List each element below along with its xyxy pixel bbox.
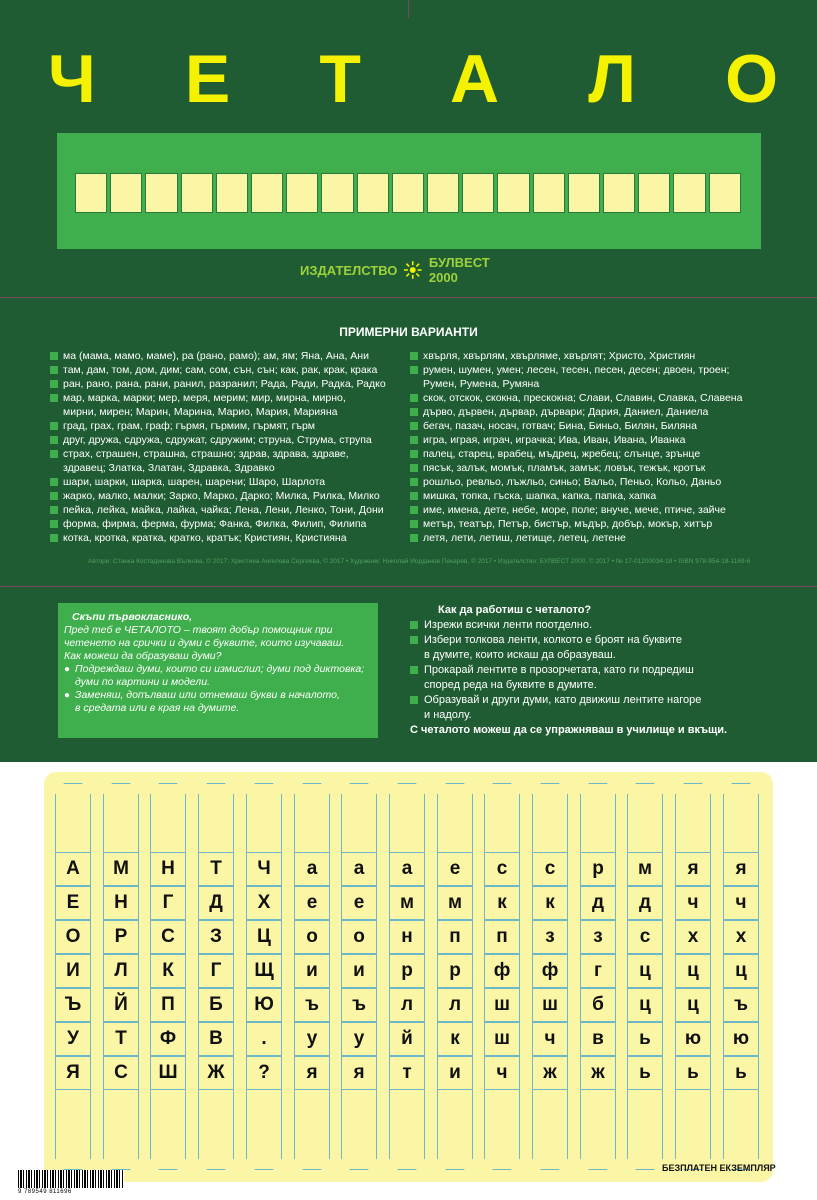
title-letter: Е — [184, 41, 231, 117]
example-line: хвърля, хвърлям, хвърляме, хвърлят; Христо, Християн — [410, 349, 780, 363]
strip-letter: ь — [627, 1022, 663, 1056]
strip-letter: и — [294, 954, 330, 988]
strip-letter: ф — [484, 954, 520, 988]
strip-letter: Ц — [246, 920, 282, 954]
strip-letter: П — [150, 988, 186, 1022]
window-cell — [497, 173, 529, 213]
strip-letter: т — [389, 1056, 425, 1090]
strip-letter: ? — [246, 1056, 282, 1090]
window-cell — [533, 173, 565, 213]
fold-mark — [408, 0, 409, 18]
free-copy-label: БЕЗПЛАТЕН ЕКЗЕМПЛЯР — [662, 1163, 776, 1173]
strip-letter: Н — [150, 852, 186, 886]
strip-letter: ш — [532, 988, 568, 1022]
strip-letter: г — [580, 954, 616, 988]
strip-letter: ц — [627, 988, 663, 1022]
strip-letter: Б — [198, 988, 234, 1022]
note-title: Скъпи първокласнико, — [72, 611, 193, 623]
strip-letter: з — [580, 920, 616, 954]
strip-letter: м — [389, 886, 425, 920]
strip-letter: я — [675, 852, 711, 886]
examples-right-column — [410, 349, 780, 545]
strip-letter: Ж — [198, 1056, 234, 1090]
strip-letter: Н — [103, 886, 139, 920]
window-cell — [145, 173, 177, 213]
strip-letter: п — [437, 920, 473, 954]
example-line: град, грах, грам, граф; гърмя, гърмим, гърмят, гърм — [50, 419, 400, 433]
strip-letter: о — [294, 920, 330, 954]
howto-item: и надолу. — [424, 709, 472, 721]
publisher-name-right: БУЛВЕСТ 2000 — [428, 255, 490, 285]
strip-letter: ж — [580, 1056, 616, 1090]
strip-letter: к — [484, 886, 520, 920]
strip-letter: М — [103, 852, 139, 886]
example-line: рошльо, ревльо, лъжльо, синьо; Вальо, Пеньо, Кольо, Даньо — [410, 475, 780, 489]
window-cell — [357, 173, 389, 213]
howto-item: Изрежи всички ленти поотделно. — [410, 618, 780, 633]
strip-letter: Г — [150, 886, 186, 920]
strip-letter: е — [294, 886, 330, 920]
strip-letter: Ш — [150, 1056, 186, 1090]
strip-letter: я — [341, 1056, 377, 1090]
strip-letter: Й — [103, 988, 139, 1022]
strip-letter: ж — [532, 1056, 568, 1090]
strip-letter: д — [627, 886, 663, 920]
note-box — [58, 603, 378, 738]
howto-title: Как да работиш с четалото? — [438, 604, 592, 616]
note-bullet: ● Подреждаш думи, които си измислил; думи под диктовка; думи по картини и модели. — [64, 663, 370, 689]
strip-letter: п — [484, 920, 520, 954]
window-cell — [216, 173, 248, 213]
strip-letter: а — [294, 852, 330, 886]
strip-letter: р — [389, 954, 425, 988]
strip-letter: р — [437, 954, 473, 988]
strip-letter: м — [437, 886, 473, 920]
example-line: шари, шарки, шарка, шарен, шарени; Шаро, Шарлота — [50, 475, 400, 489]
howto-item: в думите, които искаш да образуваш. — [424, 649, 616, 661]
example-line: ран, рано, рана, рани, ранил, разранил; Рада, Ради, Радка, Радко — [50, 377, 400, 391]
strip-letter: а — [341, 852, 377, 886]
strip-letter: к — [437, 1022, 473, 1056]
howto-item: Прокарай лентите в прозорчетата, като ги подредиш — [410, 663, 780, 678]
examples-left-column — [50, 349, 400, 545]
example-line: здравец; Златка, Златан, Здравка, Здравко — [63, 462, 275, 474]
window-cell — [603, 173, 635, 213]
note-line: четенето на срички и думи с буквите, които изучаваш. — [64, 637, 345, 649]
strip-letter: Ч — [246, 852, 282, 886]
window-cell — [427, 173, 459, 213]
window-cell — [181, 173, 213, 213]
howto-item: според реда на буквите в думите. — [424, 679, 597, 691]
strip-letter: А — [55, 852, 91, 886]
example-line: румен, шумен, умен; лесен, тесен, песен, десен; двоен, троен; — [410, 363, 780, 377]
window-cell — [568, 173, 600, 213]
strip-letter: я — [294, 1056, 330, 1090]
strip-letter: Я — [55, 1056, 91, 1090]
title-letter: Т — [319, 41, 361, 117]
strip-letter: ц — [627, 954, 663, 988]
strip-letter: у — [294, 1022, 330, 1056]
window-cell — [321, 173, 353, 213]
strip-letter: а — [389, 852, 425, 886]
publisher-logo — [300, 255, 520, 285]
sun-logo-icon — [403, 260, 423, 280]
strip-letter: ь — [723, 1056, 759, 1090]
window-cell — [75, 173, 107, 213]
strip-letter: к — [532, 886, 568, 920]
howto-footer: С четалото можеш да се упражняваш в училище и вкъщи. — [410, 724, 728, 736]
strip-letter: н — [389, 920, 425, 954]
strip-letter: О — [55, 920, 91, 954]
strip-letter: ь — [627, 1056, 663, 1090]
example-line: метър, театър, Петър, бистър, мъдър, добър, мокър, хитър — [410, 517, 780, 531]
example-line: скок, отскок, скокна, прескокна; Слави, Славин, Славка, Славена — [410, 391, 780, 405]
window-cell — [251, 173, 283, 213]
example-line: жарко, малко, малки; Зарко, Марко, Дарко; Милка, Рилка, Милко — [50, 489, 400, 503]
strip-letter: м — [627, 852, 663, 886]
strip-letter: ю — [723, 1022, 759, 1056]
strip-letter: о — [341, 920, 377, 954]
example-line: пейка, лейка, майка, лайка, чайка; Лена, Лени, Ленко, Тони, Дони — [50, 503, 400, 517]
window-cell — [638, 173, 670, 213]
strip-letter: Е — [55, 886, 91, 920]
example-line: палец, старец, врабец, мъдрец, жребец; слънце, зрънце — [410, 447, 780, 461]
strip-letter: ч — [675, 886, 711, 920]
strip-letter: С — [150, 920, 186, 954]
strip-letter: В — [198, 1022, 234, 1056]
strip-letter: Т — [103, 1022, 139, 1056]
strip-letter: Х — [246, 886, 282, 920]
strip-letter: з — [532, 920, 568, 954]
strip-letter: и — [437, 1056, 473, 1090]
strip-letter: в — [580, 1022, 616, 1056]
publisher-name-left: ИЗДАТЕЛСТВО — [300, 262, 398, 278]
credits-line: Автори: Станка Костадинова Вълкова, © 2017; Христина Ангелова Сергеева, © 2017 • Художник: Николай Йорданов Пекарев, © 2017 • Издателство: БУЛВЕСТ 2000, © 2017 • № 17-01200034-18 • ISBN 978-954-18-1169-6 — [88, 558, 751, 565]
strip-letter: ш — [484, 988, 520, 1022]
strip-letter: с — [484, 852, 520, 886]
howto-item: Образувай и други думи, като движиш лентите нагоре — [410, 693, 780, 708]
window-cell — [392, 173, 424, 213]
example-line: мирни, мирен; Марин, Марина, Марио, Мария, Марияна — [63, 406, 338, 418]
example-line: име, имена, дете, небе, море, поле; внуче, мече, птиче, зайче — [410, 503, 780, 517]
example-line: мар, марка, марки; мер, меря, мерим; мир, мирна, мирно, — [50, 391, 400, 405]
strip-letter: р — [580, 852, 616, 886]
strip-letter: е — [341, 886, 377, 920]
strip-letter: ю — [675, 1022, 711, 1056]
example-line: котка, кротка, кратка, кратко, кратък; Кристиян, Кристияна — [50, 531, 400, 545]
strip-letter: У — [55, 1022, 91, 1056]
page-title — [48, 41, 778, 117]
example-line: Румен, Румена, Румяна — [423, 378, 540, 390]
window-cell — [110, 173, 142, 213]
example-line: страх, страшен, страшна, страшно; здрав, здрава, здраве, — [50, 447, 400, 461]
strip-letter: Д — [198, 886, 234, 920]
title-letter: А — [450, 41, 500, 117]
barcode-digits: 9 789549 811696 — [18, 1189, 72, 1195]
window-strip — [75, 173, 741, 213]
strip-letter: й — [389, 1022, 425, 1056]
example-line: бегач, пазач, носач, готвач; Бина, Биньо, Билян, Биляна — [410, 419, 780, 433]
strip-letter: ъ — [723, 988, 759, 1022]
example-line: пясък, залък, момък, пламък, замък; ловък, тежък, кротък — [410, 461, 780, 475]
strip-letter: ц — [723, 954, 759, 988]
strip-letter: ш — [484, 1022, 520, 1056]
strip-letter: х — [675, 920, 711, 954]
strip-letter: л — [389, 988, 425, 1022]
strip-letter: Щ — [246, 954, 282, 988]
strip-letter: х — [723, 920, 759, 954]
barcode — [18, 1170, 124, 1188]
strip-letter: . — [246, 1022, 282, 1056]
strip-letter: К — [150, 954, 186, 988]
strip-letter: б — [580, 988, 616, 1022]
howto-section — [410, 603, 780, 738]
strip-letter: С — [103, 1056, 139, 1090]
strip-letter: и — [341, 954, 377, 988]
strip-letter: ц — [675, 954, 711, 988]
strip-letter: З — [198, 920, 234, 954]
example-line: дърво, дървен, дървар, дървари; Дария, Даниел, Даниела — [410, 405, 780, 419]
howto-item: Избери толкова ленти, колкото е броят на буквите — [410, 633, 780, 648]
strip-letter: е — [437, 852, 473, 886]
strip-letter: ь — [675, 1056, 711, 1090]
window-cell — [462, 173, 494, 213]
strip-letter: ъ — [294, 988, 330, 1022]
strip-letter: с — [532, 852, 568, 886]
example-line: летя, лети, летиш, летище, летец, летене — [410, 531, 780, 545]
strip-letter: ф — [532, 954, 568, 988]
strip-letter: я — [723, 852, 759, 886]
title-letter: Ч — [48, 41, 96, 117]
example-line: игра, играя, играч, играчка; Ива, Иван, Ивана, Иванка — [410, 433, 780, 447]
strip-letter: ч — [484, 1056, 520, 1090]
strip-letter: л — [437, 988, 473, 1022]
example-line: мишка, топка, гъска, шапка, капка, папка, хапка — [410, 489, 780, 503]
example-line: ма (мама, мамо, маме), ра (рано, рамо); ам, ям; Яна, Ана, Ани — [50, 349, 400, 363]
title-letter: Л — [588, 41, 636, 117]
strip-letter: у — [341, 1022, 377, 1056]
title-letter: О — [725, 41, 778, 117]
strip-letter: Л — [103, 954, 139, 988]
window-cell — [286, 173, 318, 213]
strip-letter: ч — [532, 1022, 568, 1056]
strip-letter: И — [55, 954, 91, 988]
strip-letter: ъ — [341, 988, 377, 1022]
strip-letter: д — [580, 886, 616, 920]
strip-letter: Ю — [246, 988, 282, 1022]
strip-letter: с — [627, 920, 663, 954]
note-bullet: ● Заменяш, допълваш или отнемаш букви в началото, в средата или в края на думите. — [64, 689, 370, 715]
example-line: там, дам, том, дом, дим; сам, сом, сън, сън; как, рак, крак, крака — [50, 363, 400, 377]
note-line: Как можеш да образуваш думи? — [64, 650, 222, 662]
fold-line — [0, 297, 817, 298]
strip-letter: Ф — [150, 1022, 186, 1056]
example-line: форма, фирма, ферма, фурма; Фанка, Филка, Филип, Филипа — [50, 517, 400, 531]
window-cell — [673, 173, 705, 213]
fold-line — [0, 586, 817, 587]
strip-letter: Т — [198, 852, 234, 886]
strip-letter: Ъ — [55, 988, 91, 1022]
strip-letter: ц — [675, 988, 711, 1022]
note-line: Пред теб е ЧЕТАЛОТО – твоят добър помощник при — [64, 624, 333, 636]
window-cell — [709, 173, 741, 213]
example-line: друг, дружа, сдружа, сдружат, сдружим; струна, Струма, струпа — [50, 433, 400, 447]
examples-heading: ПРИМЕРНИ ВАРИАНТИ — [339, 325, 478, 339]
strip-letter: Р — [103, 920, 139, 954]
strip-letter: Г — [198, 954, 234, 988]
strip-letter: ч — [723, 886, 759, 920]
